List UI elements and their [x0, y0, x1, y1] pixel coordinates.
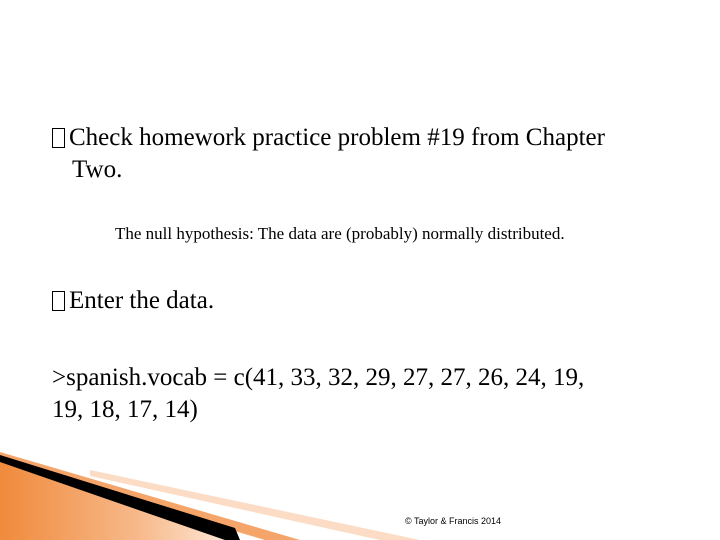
copyright-footer: © Taylor & Francis 2014: [405, 516, 502, 526]
r-code-block: [52, 362, 672, 426]
code-line: 19, 18, 17, 14): [52, 396, 198, 423]
code-line: >spanish.vocab = c(41, 33, 32, 29, 27, 27, 26, 24, 19,: [52, 364, 585, 391]
bullet-item-enter-data: [52, 285, 214, 317]
null-hypothesis-note: The null hypothesis: The data are (probably) normally distributed.: [115, 224, 565, 243]
bullet-text-continuation: Two.: [72, 156, 123, 183]
bullet-text: Enter the data.: [69, 287, 215, 314]
bullet-item-homework: [52, 122, 692, 186]
checkbox-bullet-icon: [52, 291, 65, 311]
bullet-text: Check homework practice problem #19 from Chapter: [69, 124, 605, 151]
checkbox-bullet-icon: [52, 128, 65, 148]
